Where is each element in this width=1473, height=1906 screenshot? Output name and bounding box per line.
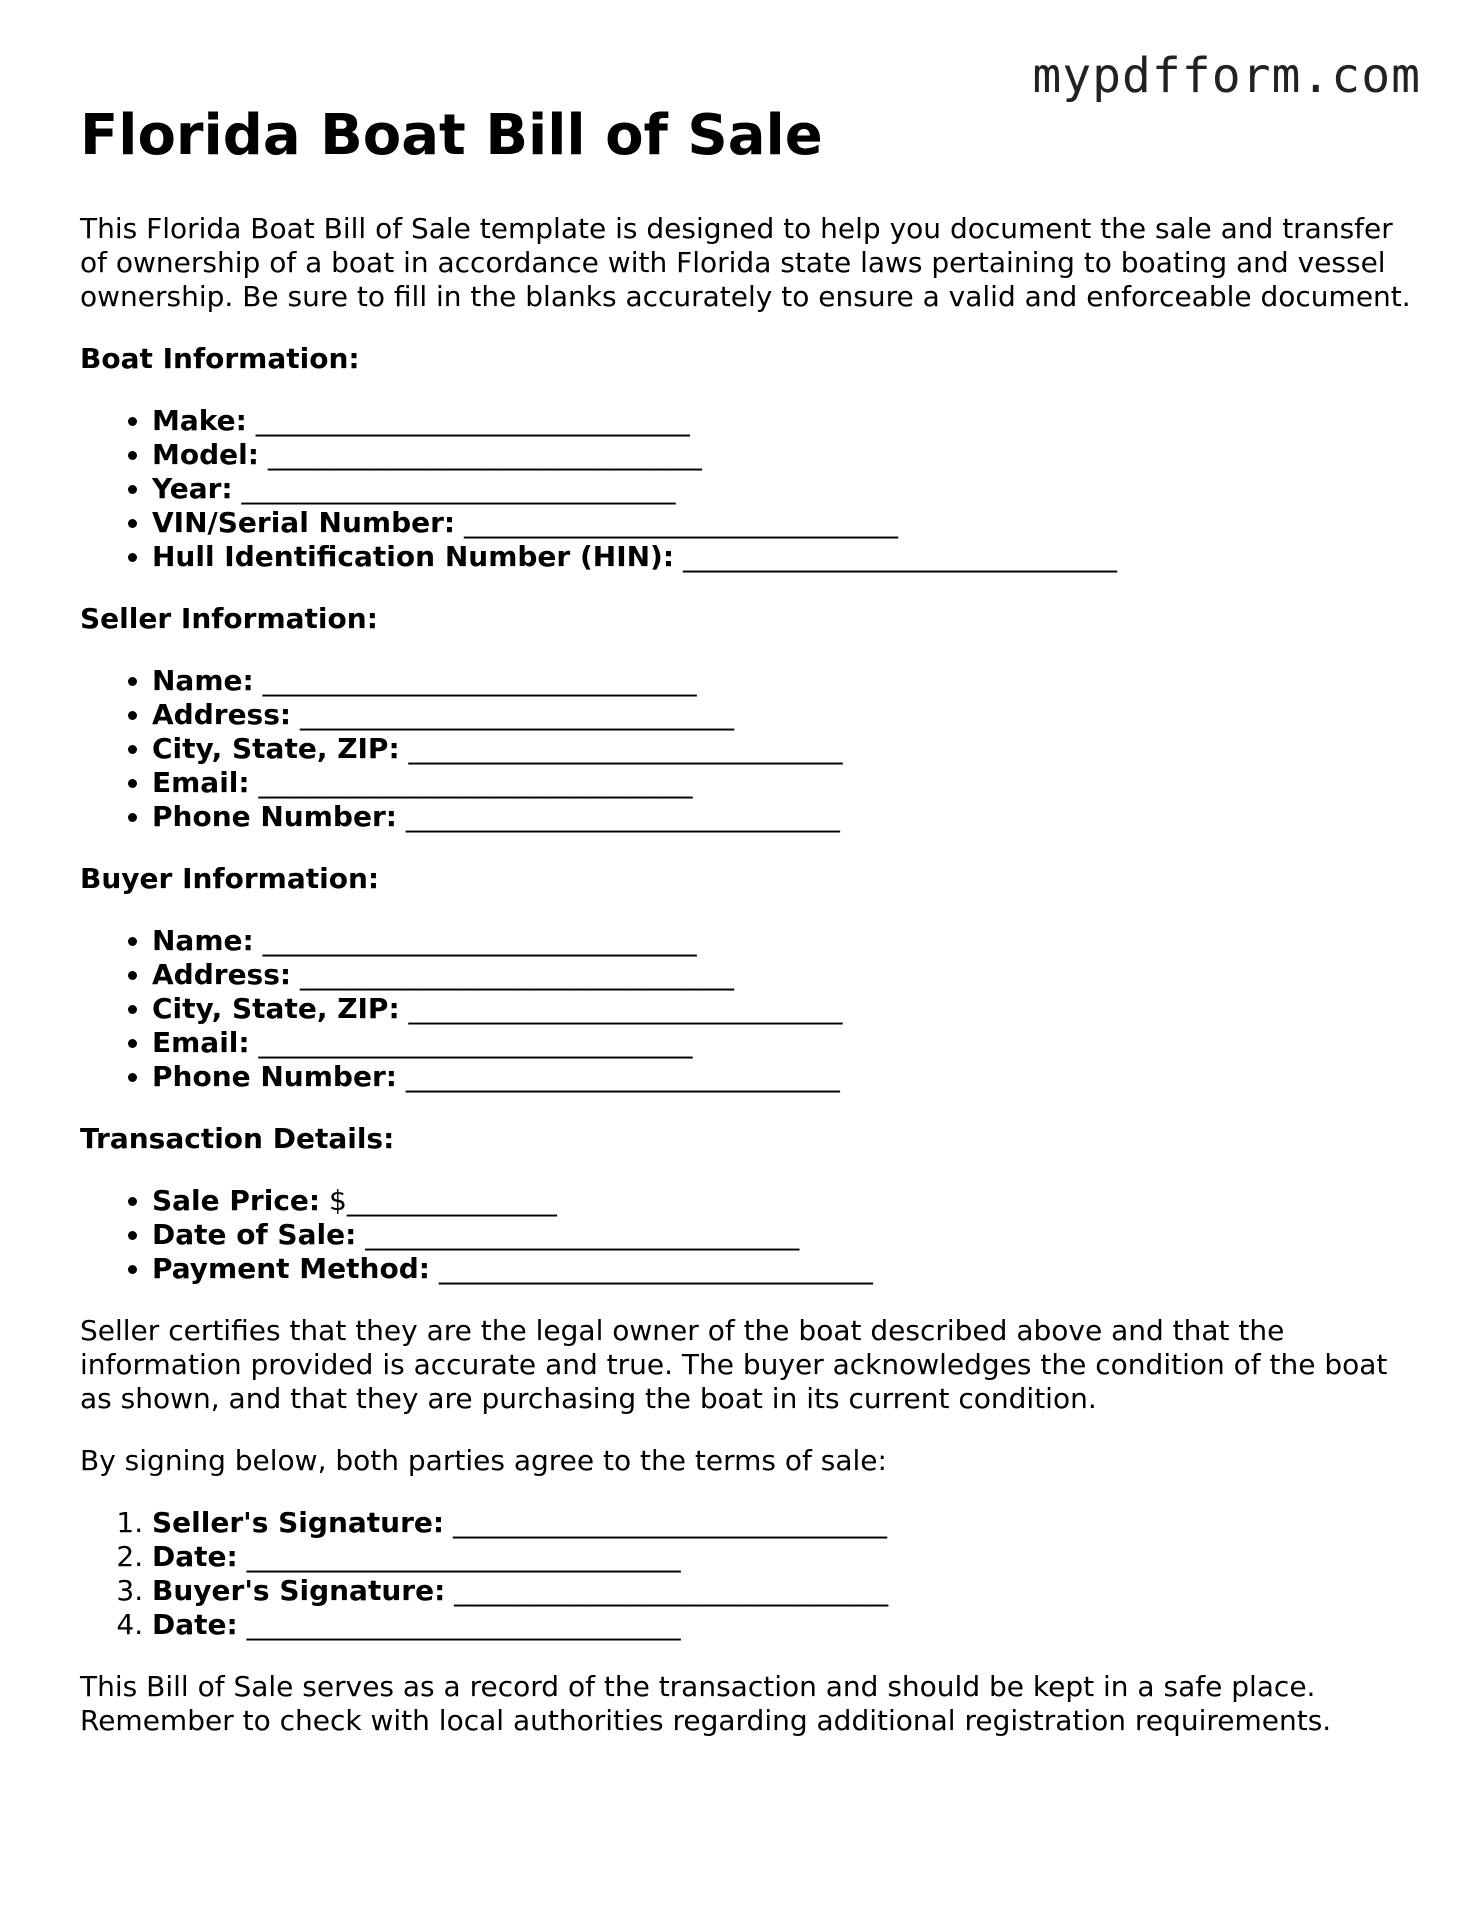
field-label: Buyer's Signature: (152, 1574, 446, 1607)
fill-blank[interactable]: _______________________________ (453, 1506, 887, 1539)
fill-blank[interactable]: _______________________________ (300, 698, 734, 731)
seller-city-state-zip-field (152, 732, 1420, 766)
date-of-sale-field (152, 1218, 1420, 1252)
seller-phone-field (152, 800, 1420, 834)
boat-info-list (80, 404, 1420, 574)
fill-blank[interactable]: _______________________________ (300, 958, 734, 991)
buyer-address-field (152, 958, 1420, 992)
field-label: City, State, ZIP: (152, 732, 400, 765)
boat-info-heading: Boat Information: (80, 342, 360, 375)
field-label: Address: (152, 698, 292, 731)
field-label: Phone Number: (152, 1060, 397, 1093)
boat-model-field (152, 438, 1420, 472)
boat-vin-field (152, 506, 1420, 540)
boat-make-field (152, 404, 1420, 438)
seller-info-list (80, 664, 1420, 834)
sale-price-field (152, 1184, 1420, 1218)
field-label: Payment Method: (152, 1252, 430, 1285)
field-label: Year: (152, 472, 233, 505)
field-label: Model: (152, 438, 259, 471)
agreement-paragraph: By signing below, both parties agree to the terms of sale: (80, 1444, 887, 1477)
watermark: mypdfform.com (1032, 48, 1421, 104)
fill-blank[interactable]: _______________________________ (258, 766, 693, 799)
fill-blank[interactable]: _______________________________ (454, 1574, 889, 1607)
fill-blank[interactable]: _______________________________ (682, 540, 1117, 573)
field-label: Name: (152, 924, 254, 957)
fill-blank[interactable]: _______________________________ (267, 438, 702, 471)
fill-blank[interactable]: _______________________________ (464, 506, 899, 539)
boat-hin-field (152, 540, 1420, 574)
fill-blank[interactable]: _______________________________ (246, 1540, 681, 1573)
buyer-date-field (152, 1608, 1420, 1642)
field-label: Address: (152, 958, 292, 991)
field-label: Sale Price: (152, 1184, 321, 1217)
buyer-email-field (152, 1026, 1420, 1060)
fill-blank[interactable]: _______________________________ (255, 404, 690, 437)
buyer-name-field (152, 924, 1420, 958)
seller-signature-field (152, 1506, 1420, 1540)
field-label: Hull Identification Number (HIN): (152, 540, 675, 573)
field-label: City, State, ZIP: (152, 992, 400, 1025)
boat-year-field (152, 472, 1420, 506)
closing-paragraph: This Bill of Sale serves as a record of the transaction and should be kept in a safe place. Remember to check with local authorities regarding additional registration requirements. (80, 1670, 1332, 1737)
seller-name-field (152, 664, 1420, 698)
seller-email-field (152, 766, 1420, 800)
fill-blank[interactable]: _______________________________ (258, 1026, 693, 1059)
field-label: Phone Number: (152, 800, 397, 833)
seller-date-field (152, 1540, 1420, 1574)
page-title: Florida Boat Bill of Sale (80, 103, 823, 168)
fill-blank[interactable]: _______________________________ (365, 1218, 800, 1251)
certification-paragraph: Seller certifies that they are the legal owner of the boat described above and that the information provided is accurate and true. The buyer acknowledges the condition of the boat as shown, and that they are purchasing the boat in its current condition. (80, 1314, 1388, 1415)
transaction-details-heading: Transaction Details: (80, 1122, 395, 1155)
payment-method-field (152, 1252, 1420, 1286)
field-label: Date of Sale: (152, 1218, 357, 1251)
field-label: Name: (152, 664, 254, 697)
field-label: Email: (152, 766, 250, 799)
signature-list (80, 1506, 1420, 1642)
buyer-phone-field (152, 1060, 1420, 1094)
fill-blank[interactable]: _______________________________ (405, 800, 840, 833)
seller-address-field (152, 698, 1420, 732)
intro-paragraph: This Florida Boat Bill of Sale template is designed to help you document the sale and transfer of ownership of a boat in accordance with Florida state laws pertaining to boating and vessel ownership. Be sure to fill in the blanks accurately to ensure a valid and enforceable document. (80, 212, 1411, 313)
buyer-info-heading: Buyer Information: (80, 862, 380, 895)
field-label: Seller's Signature: (152, 1506, 445, 1539)
field-label: Date: (152, 1608, 238, 1641)
fill-blank[interactable]: _______________________________ (408, 992, 843, 1025)
field-label: Make: (152, 404, 247, 437)
field-label: Date: (152, 1540, 238, 1573)
fill-blank[interactable]: _______________________________ (405, 1060, 840, 1093)
fill-blank[interactable]: _______________________________ (438, 1252, 873, 1285)
fill-blank[interactable]: _______________________________ (241, 472, 676, 505)
fill-blank[interactable]: $_______________ (329, 1184, 557, 1217)
seller-info-heading: Seller Information: (80, 602, 378, 635)
buyer-city-state-zip-field (152, 992, 1420, 1026)
fill-blank[interactable]: _______________________________ (262, 664, 697, 697)
document-page (80, 100, 1420, 1766)
fill-blank[interactable]: _______________________________ (408, 732, 843, 765)
field-label: Email: (152, 1026, 250, 1059)
field-label: VIN/Serial Number: (152, 506, 456, 539)
transaction-details-list (80, 1184, 1420, 1286)
fill-blank[interactable]: _______________________________ (262, 924, 697, 957)
buyer-info-list (80, 924, 1420, 1094)
fill-blank[interactable]: _______________________________ (246, 1608, 681, 1641)
buyer-signature-field (152, 1574, 1420, 1608)
